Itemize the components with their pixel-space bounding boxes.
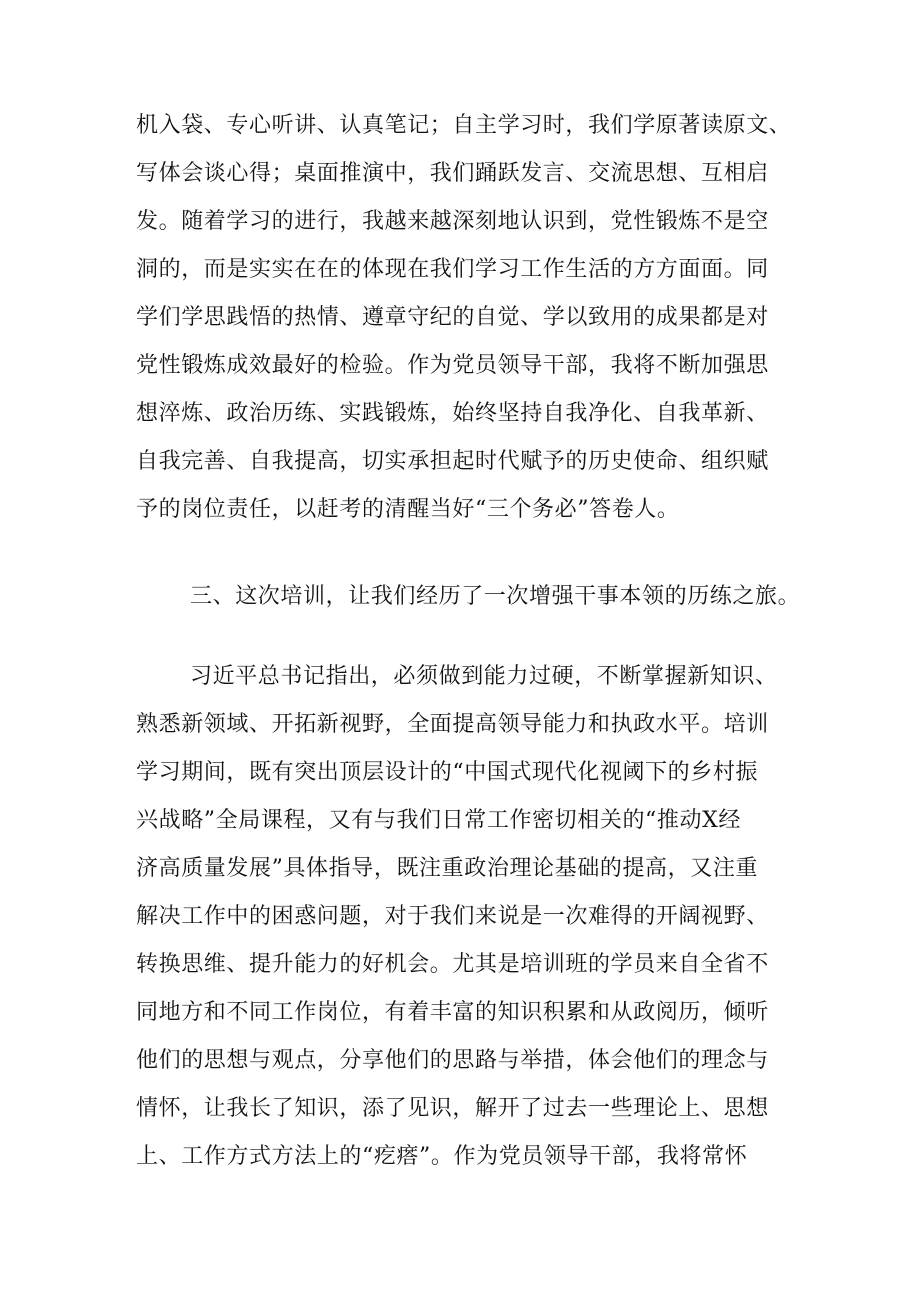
section-heading bbox=[136, 573, 808, 621]
text-line: 同地方和不同工作岗位，有着丰富的知识积累和从政阅历，倾听 bbox=[136, 1000, 769, 1025]
text-line: 习近平总书记指出，必须做到能力过硬，不断掌握新知识、 bbox=[190, 664, 778, 689]
text-line: 他们的思想与观点，分享他们的思路与举措，体会他们的理念与 bbox=[136, 1048, 769, 1073]
paragraph-capability bbox=[136, 653, 808, 1181]
text-line: 学习期间，既有突出顶层设计的“中国式现代化视阈下的乡村振 bbox=[136, 760, 759, 785]
text-line: 机入袋、专心听讲、认真笔记；自主学习时，我们学原著读原文、 bbox=[136, 113, 792, 138]
text-line: 发。随着学习的进行，我越来越深刻地认识到，党性锻炼不是空 bbox=[136, 209, 769, 234]
text-line: 自我完善、自我提高，切实承担起时代赋予的历史使命、组织赋 bbox=[136, 449, 769, 474]
text-line: 上、工作方式方法上的“疙瘩”。作为党员领导干部，我将常怀 bbox=[136, 1144, 748, 1169]
section-heading-text: 三、这次培训，让我们经历了一次增强干事本领的历练之旅。 bbox=[190, 584, 801, 609]
text-line: 予的岗位责任，以赶考的清醒当好“三个务必”答卷人。 bbox=[136, 497, 680, 522]
text-line: 济高质量发展”具体指导，既注重政治理论基础的提高，又注重 bbox=[136, 856, 759, 881]
text-line: 党性锻炼成效最好的检验。作为党员领导干部，我将不断加强思 bbox=[136, 353, 769, 378]
text-line: 兴战略”全局课程，又有与我们日常工作密切相关的“推动X经 bbox=[136, 808, 741, 833]
paragraph-party-spirit bbox=[136, 102, 808, 534]
text-line: 学们学思践悟的热情、遵章守纪的自觉、学以致用的成果都是对 bbox=[136, 305, 769, 330]
text-line: 洞的，而是实实在在的体现在我们学习工作生活的方方面面。同 bbox=[136, 257, 769, 282]
text-line: 解决工作中的困惑问题，对于我们来说是一次难得的开阔视野、 bbox=[136, 904, 769, 929]
text-line: 写体会谈心得；桌面推演中，我们踊跃发言、交流思想、互相启 bbox=[136, 161, 769, 186]
text-line: 想淬炼、政治历练、实践锻炼，始终坚持自我净化、自我革新、 bbox=[136, 401, 769, 426]
text-line: 熟悉新领域、开拓新视野，全面提高领导能力和执政水平。培训 bbox=[136, 712, 769, 737]
text-line: 转换思维、提升能力的好机会。尤其是培训班的学员来自全省不 bbox=[136, 952, 769, 977]
text-line: 情怀，让我长了知识，添了见识，解开了过去一些理论上、思想 bbox=[136, 1096, 769, 1121]
